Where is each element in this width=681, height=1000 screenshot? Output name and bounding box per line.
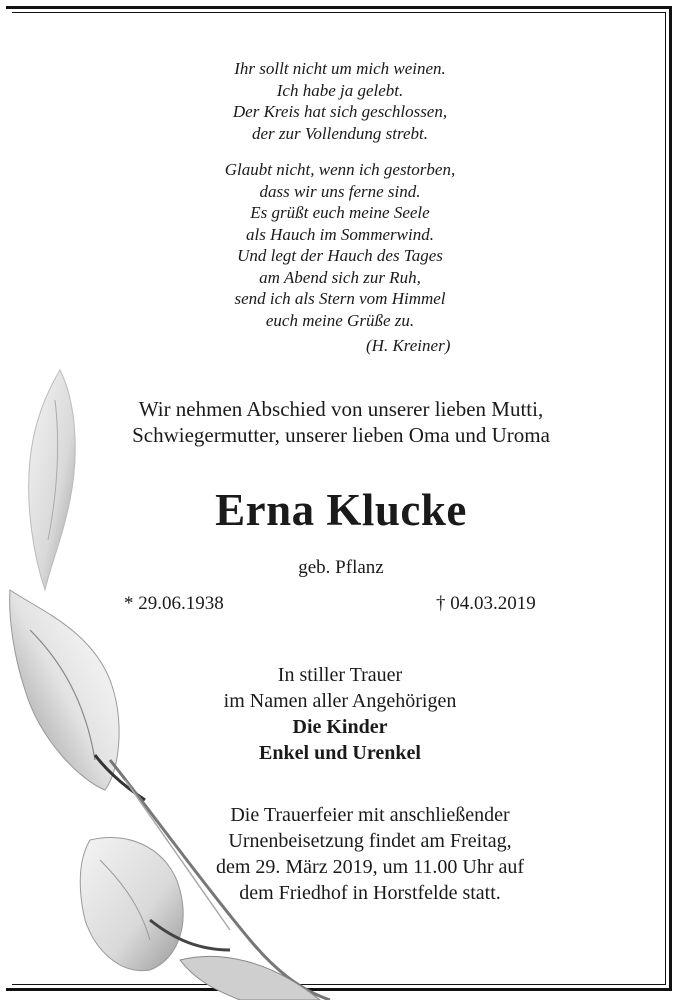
- poem-line: Der Kreis hat sich geschlossen,: [232, 102, 448, 121]
- funeral-line: dem 29. März 2019, um 11.00 Uhr auf: [215, 856, 525, 878]
- mourners-line: im Namen aller Angehörigen: [223, 690, 457, 712]
- poem-line: Ihr sollt nicht um mich weinen.: [234, 59, 446, 78]
- poem-line: Ich habe ja gelebt.: [276, 80, 404, 100]
- poem-line: send ich als Stern vom Himmel: [234, 289, 446, 308]
- intro-line: Schwiegermutter, unserer lieben Oma und Uroma: [132, 423, 550, 447]
- poem-line: dass wir uns ferne sind.: [259, 181, 421, 201]
- poem-author: (H. Kreiner): [366, 336, 451, 355]
- poem-stanza-2: [150, 159, 530, 331]
- deceased-name: Erna Klucke: [215, 485, 467, 535]
- birth-name: geb. Pflanz: [298, 557, 384, 578]
- intro-line: Wir nehmen Abschied von unserer lieben Mutti,: [138, 397, 544, 421]
- poem-line: am Abend sich zur Ruh,: [259, 267, 421, 287]
- mourners-block: [140, 662, 540, 766]
- mourners-line: In stiller Trauer: [277, 664, 403, 686]
- funeral-notice: [160, 802, 580, 906]
- poem-stanza-1: [150, 58, 530, 144]
- poem: [150, 58, 530, 346]
- mourners-children: Die Kinder: [292, 716, 388, 738]
- death-date: † 04.03.2019: [436, 593, 536, 614]
- poem-line: Glaubt nicht, wenn ich gestorben,: [224, 160, 456, 179]
- funeral-line: Die Trauerfeier mit anschließender: [230, 804, 510, 826]
- funeral-line: Urnenbeisetzung findet am Freitag,: [228, 830, 512, 852]
- poem-line: der zur Vollendung strebt.: [252, 123, 428, 143]
- mourners-grandchildren: Enkel und Urenkel: [259, 742, 421, 764]
- poem-line: als Hauch im Sommerwind.: [246, 224, 434, 244]
- poem-line: euch meine Grüße zu.: [265, 310, 415, 330]
- poem-line: Und legt der Hauch des Tages: [237, 246, 443, 265]
- intro-text: [80, 396, 602, 448]
- poem-line: Es grüßt euch meine Seele: [250, 203, 430, 222]
- funeral-line: dem Friedhof in Horstfelde statt.: [239, 882, 501, 904]
- birth-date: * 29.06.1938: [124, 593, 224, 614]
